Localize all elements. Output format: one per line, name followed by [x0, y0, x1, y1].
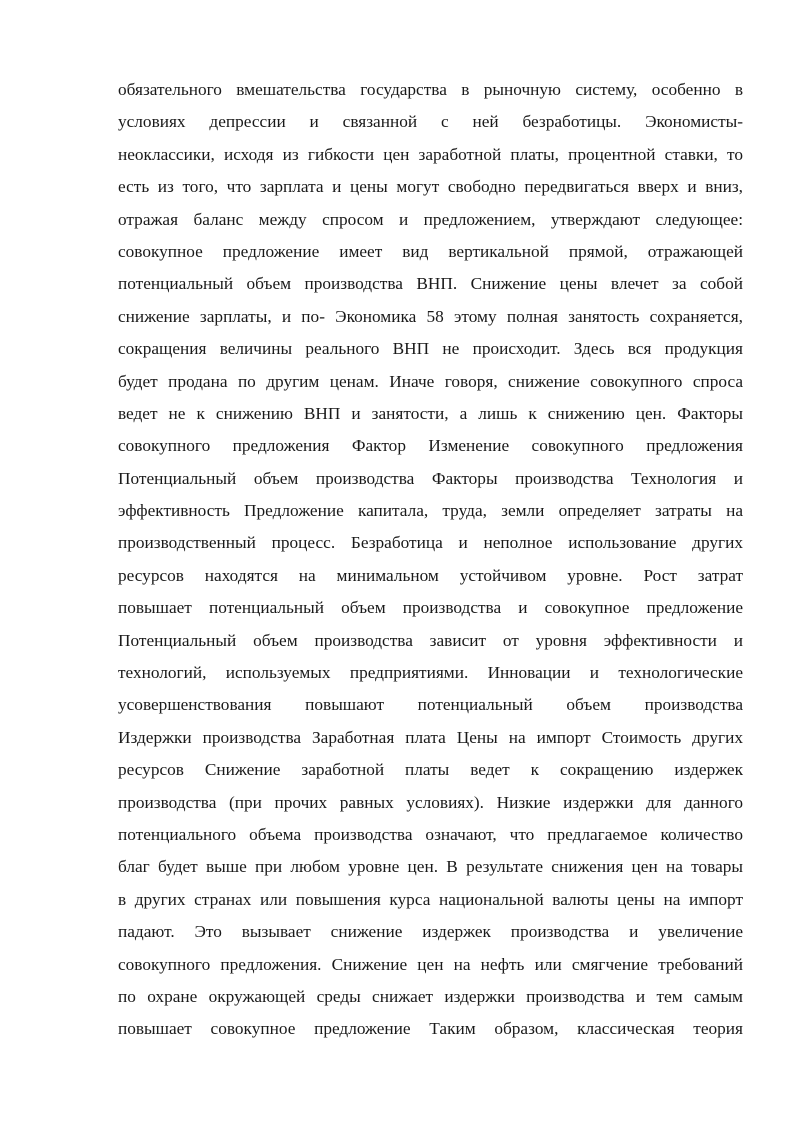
- text-line: совокупного предложения. Снижение цен на нефть или смягчение требований: [118, 954, 743, 974]
- text-line: потенциального объема производства означают, что предлагаемое количество: [118, 824, 743, 844]
- text-line: усовершенствования повышают потенциальный объем производства: [118, 695, 743, 715]
- text-line: ресурсов находятся на минимальном устойчивом уровне. Рост затрат: [118, 565, 743, 585]
- text-line: Потенциальный объем производства Факторы производства Технология и: [118, 468, 743, 488]
- text-line: неоклассики, исходя из гибкости цен заработной платы, процентной ставки, то: [118, 144, 743, 164]
- text-line: технологий, используемых предприятиями. Инновации и технологические: [118, 663, 743, 683]
- text-line: сокращения величины реального ВНП не происходит. Здесь вся продукция: [118, 339, 743, 359]
- text-line: условиях депрессии и связанной с ней безработицы. Экономисты-: [118, 112, 743, 132]
- text-line: производственный процесс. Безработица и неполное использование других: [118, 533, 743, 553]
- text-line: производства (при прочих равных условиях). Низкие издержки для данного: [118, 792, 743, 812]
- text-line: совокупного предложения Фактор Изменение совокупного предложения: [118, 436, 743, 456]
- text-line: благ будет выше при любом уровне цен. В результате снижения цен на товары: [118, 857, 743, 877]
- text-line: по охране окружающей среды снижает издержки производства и тем самым: [118, 986, 743, 1006]
- text-line: Издержки производства Заработная плата Цены на импорт Стоимость других: [118, 727, 743, 747]
- body-paragraph: [118, 74, 743, 1046]
- text-line: есть из того, что зарплата и цены могут свободно передвигаться вверх и вниз,: [118, 177, 743, 197]
- text-line: совокупное предложение имеет вид вертикальной прямой, отражающей: [118, 241, 743, 261]
- text-line: ведет не к снижению ВНП и занятости, а лишь к снижению цен. Факторы: [118, 403, 743, 423]
- text-line: обязательного вмешательства государства в рыночную систему, особенно в: [118, 80, 743, 99]
- text-line: Потенциальный объем производства зависит от уровня эффективности и: [118, 630, 743, 650]
- text-line: повышает потенциальный объем производства и совокупное предложение: [118, 598, 743, 618]
- text-line: падают. Это вызывает снижение издержек производства и увеличение: [118, 922, 743, 942]
- text-line: повышает совокупное предложение Таким образом, классическая теория: [118, 1019, 743, 1039]
- text-line: эффективность Предложение капитала, труда, земли определяет затраты на: [118, 501, 743, 521]
- text-line: в других странах или повышения курса национальной валюты цены на импорт: [118, 889, 743, 909]
- text-line: снижение зарплаты, и по- Экономика 58 этому полная занятость сохраняется,: [118, 306, 743, 326]
- text-line: потенциальный объем производства ВНП. Снижение цены влечет за собой: [118, 274, 743, 294]
- text-line: будет продана по другим ценам. Иначе говоря, снижение совокупного спроса: [118, 371, 743, 391]
- text-line: ресурсов Снижение заработной платы ведет к сокращению издержек: [118, 760, 743, 780]
- text-line: отражая баланс между спросом и предложением, утверждают следующее:: [118, 209, 743, 229]
